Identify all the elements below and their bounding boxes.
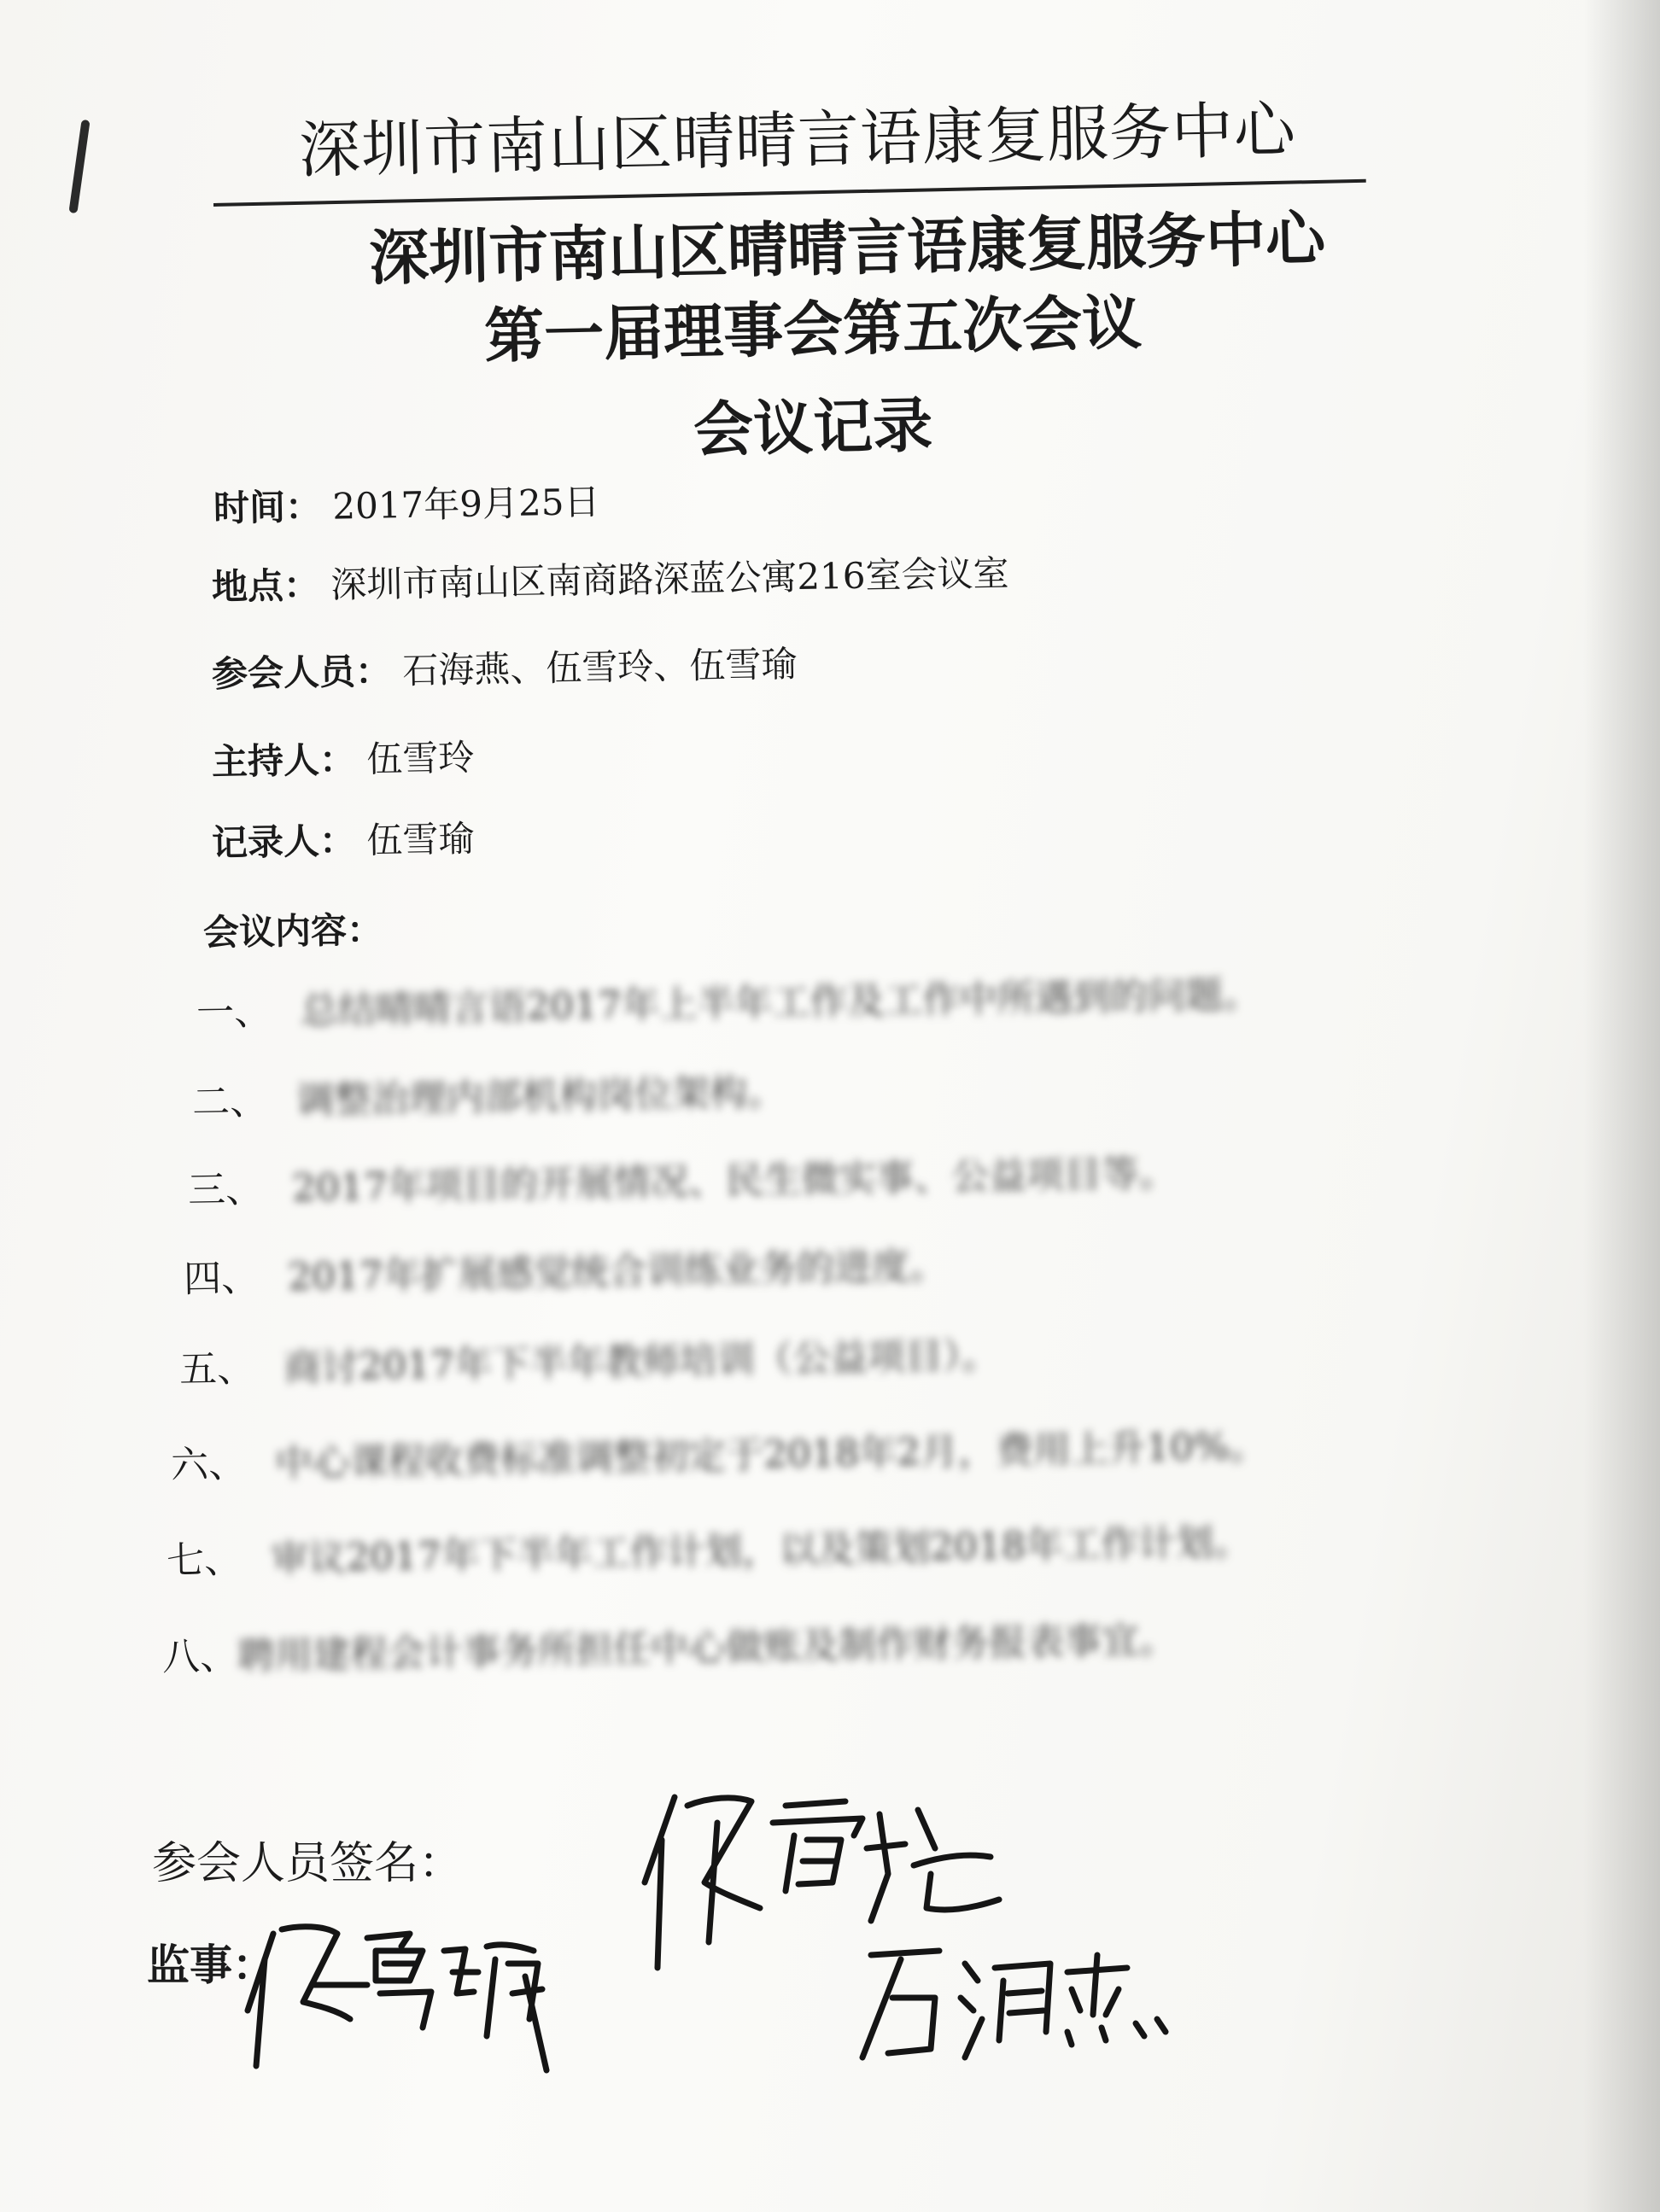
agenda-item-text: 审议2017年下半年工作计划，以及策划2018年工作计划。 <box>270 1520 1252 1581</box>
agenda-item-text: 商讨2017年下半年教师培训（公益项目）。 <box>283 1334 1000 1390</box>
agenda-item-number: 三、 <box>187 1167 264 1212</box>
agenda-item-text: 中心课程收费标准调整初定于2018年2月，费用上升10%。 <box>274 1424 1268 1485</box>
attendees-signature-label: 参会人员签名： <box>152 1838 464 1889</box>
agenda-item-number: 五、 <box>178 1346 255 1392</box>
host-value: 伍雪玲 <box>365 736 475 780</box>
time-label: 时间： <box>213 485 322 529</box>
agenda-item-number: 一、 <box>196 989 272 1035</box>
document-title-line-2: 第一届理事会第五次会议 <box>483 287 1143 372</box>
agenda-item-text: 聘用建程会计事务所担任中心做账及制作财务报表事宜。 <box>237 1618 1178 1678</box>
supervisor-signature <box>239 1900 598 2087</box>
agenda-item <box>170 1415 1267 1489</box>
meeting-host <box>211 730 474 785</box>
agenda-item-text: 调整治理内部机构岗位架构。 <box>295 1070 786 1123</box>
document-title-line-3: 会议记录 <box>693 390 933 465</box>
host-label: 主持人： <box>211 738 356 783</box>
agenda-item-number: 二、 <box>191 1079 268 1124</box>
agenda-item-number: 四、 <box>183 1256 260 1301</box>
recorder-label: 记录人： <box>211 820 356 864</box>
meeting-attendees <box>211 636 797 697</box>
time-value: 2017年9月25日 <box>331 481 600 528</box>
agenda-item <box>161 1608 1177 1681</box>
recorder-value: 伍雪瑜 <box>365 817 475 861</box>
document-title-line-1: 深圳市南山区晴晴言语康复服务中心 <box>368 203 1326 294</box>
attendees-value: 石海燕、伍雪玲、伍雪瑜 <box>401 643 798 692</box>
agenda-item <box>166 1511 1251 1585</box>
agenda-item-number: 六、 <box>170 1442 247 1487</box>
agenda-item <box>183 1234 947 1303</box>
agenda-item-text: 2017年扩展感觉统合训练业务的进度。 <box>287 1244 948 1299</box>
meeting-content-heading <box>202 902 383 956</box>
supervisor-label: 监事： <box>147 1941 275 1990</box>
binding-mark <box>68 120 90 213</box>
agenda-item-number: 八、 <box>161 1634 238 1679</box>
agenda-item <box>187 1142 1177 1214</box>
attendees-label: 参会人员： <box>211 650 392 695</box>
meeting-time <box>213 474 599 532</box>
meeting-recorder <box>211 811 474 867</box>
letterhead-title: 深圳市南山区晴晴言语康复服务中心 <box>298 93 1297 186</box>
agenda-item <box>196 963 1260 1036</box>
agenda-item-text: 总结晴晴言语2017年上半年工作及工作中所遇到的问题。 <box>300 972 1261 1033</box>
attendee-signature-2 <box>854 1938 1178 2066</box>
agenda-item <box>178 1324 999 1393</box>
content-label: 会议内容： <box>202 908 383 954</box>
place-label: 地点： <box>211 563 320 608</box>
meeting-place <box>211 546 1008 610</box>
agenda-item-text: 2017年项目的开展情况、民生微实事、公益项目等。 <box>291 1151 1178 1211</box>
place-value: 深圳市南山区南商路深蓝公寓216室会议室 <box>330 552 1009 606</box>
agenda-item-number: 七、 <box>166 1538 243 1583</box>
agenda-item <box>191 1061 785 1126</box>
